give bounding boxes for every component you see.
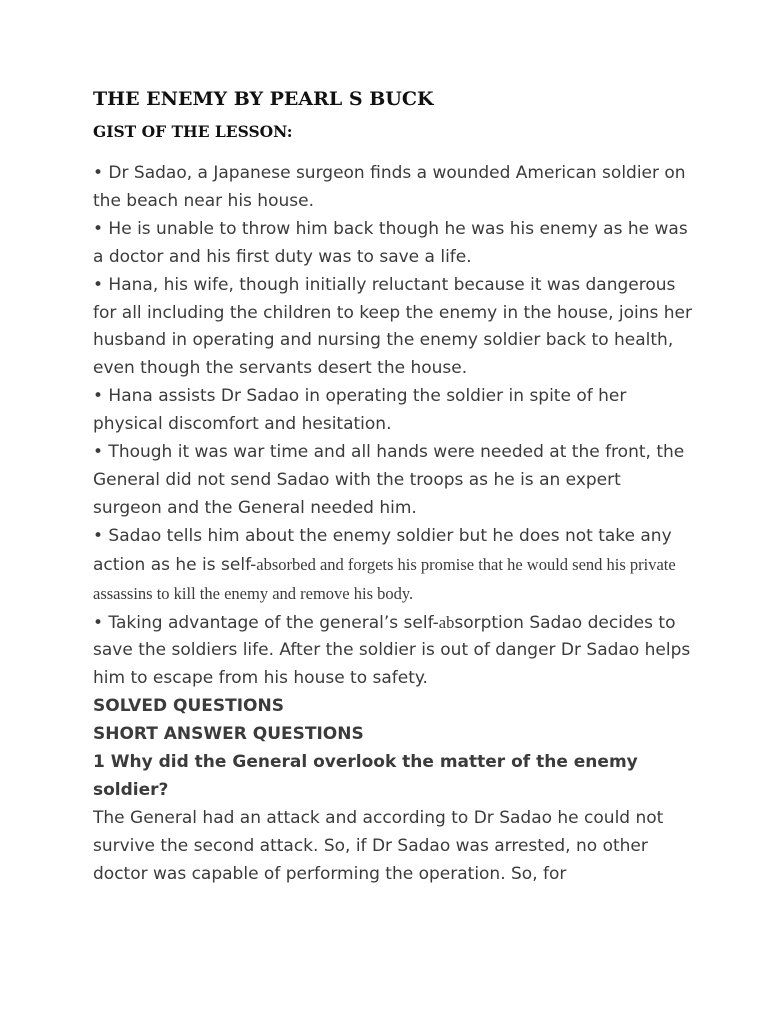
gist-item-6-end: absorbed and forgets his promise that he would send his private assassins to kill the enemy and remove his body. bbox=[93, 554, 676, 603]
gist-heading: GIST OF THE LESSON: bbox=[93, 122, 293, 141]
gist-item-4: • Hana assists Dr Sadao in operating the soldier in spite of her physical discomfort and hesitation. bbox=[93, 386, 627, 435]
solved-questions-heading: SOLVED QUESTIONS bbox=[93, 696, 284, 717]
gist-item-7-end: sorption Sadao decides to save the soldiers life. After the soldier is out of danger Dr Sadao helps him to escape from his house to safety. bbox=[93, 612, 691, 689]
short-answer-questions-heading: SHORT ANSWER QUESTIONS bbox=[93, 724, 364, 745]
document-title: THE ENEMY BY PEARL S BUCK bbox=[93, 88, 434, 110]
gist-item-2: • He is unable to throw him back though he was his enemy as he was a doctor and his first duty was to save a life. bbox=[93, 218, 688, 267]
question-1: 1 Why did the General overlook the matter of the enemy soldier? bbox=[93, 752, 638, 800]
gist-list bbox=[93, 160, 693, 693]
gist-item-7 bbox=[93, 609, 693, 694]
gist-item-3: • Hana, his wife, though initially reluctant because it was dangerous for all including the children to keep the enemy in the house, joins her husband in operating and nursing the enemy soldier back to health, even though the servants desert the house. bbox=[93, 274, 693, 379]
answer-1: The General had an attack and according to Dr Sadao he could not survive the second attack. So, if Dr Sadao was arrested, no other doctor was capable of performing the operation. So, for bbox=[93, 807, 664, 884]
gist-item-7-mid: ab bbox=[438, 612, 455, 632]
gist-item-7-start: • Taking advantage of the general’s self- bbox=[93, 612, 439, 633]
document-page bbox=[93, 86, 693, 889]
gist-item-6-start: • Sadao tells him about the enemy soldier but he does not take any action as he is self- bbox=[93, 525, 672, 575]
gist-item-5: • Though it was war time and all hands were needed at the front, the General did not send Sadao with the troops as he is an expert surgeon and the General needed him. bbox=[93, 442, 685, 518]
gist-item-6 bbox=[93, 523, 693, 609]
gist-item-1: • Dr Sadao, a Japanese surgeon finds a wounded American soldier on the beach near his house. bbox=[93, 163, 686, 211]
